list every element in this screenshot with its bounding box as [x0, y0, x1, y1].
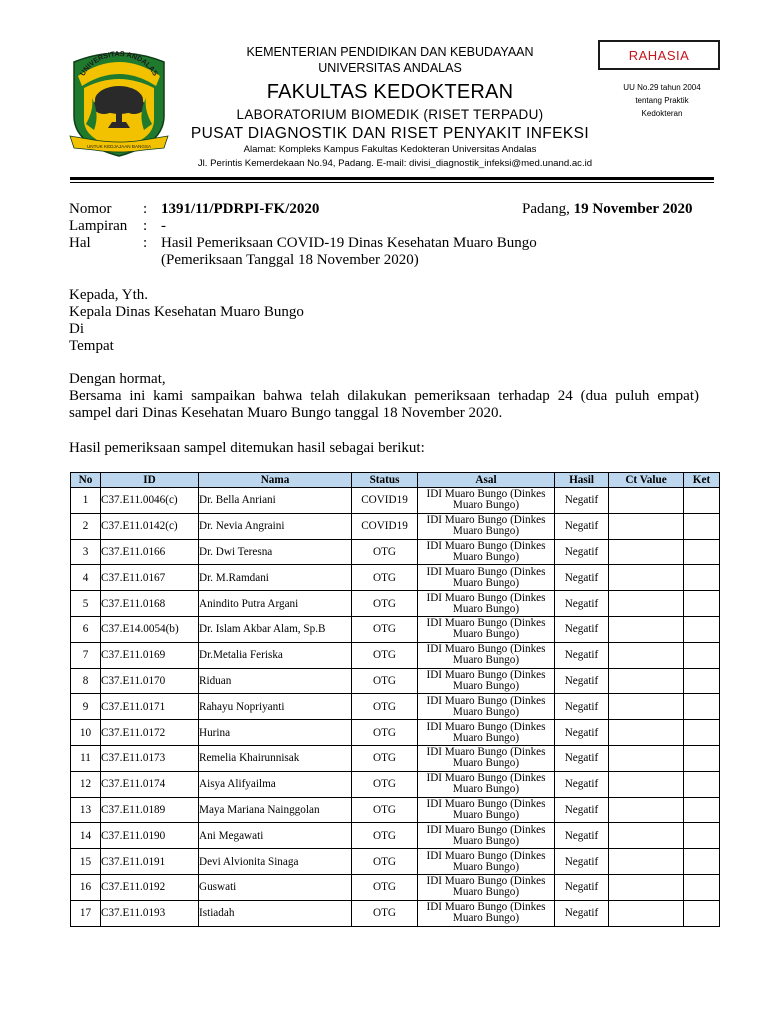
university-line: UNIVERSITAS ANDALAS: [318, 61, 462, 75]
column-header-id: ID: [101, 473, 199, 488]
origin-line: Muaro Bungo): [452, 912, 520, 925]
row-number-cell: 10: [71, 720, 101, 746]
origin-line: IDI Muaro Bungo (Dinkes: [426, 565, 546, 578]
result-cell: Negatif: [555, 668, 609, 694]
sample-id-cell: C37.E11.0193: [101, 900, 199, 926]
remarks-cell: [684, 771, 720, 797]
law-note-line: tentang Praktik: [635, 96, 689, 105]
remarks-cell: [684, 642, 720, 668]
result-cell: Negatif: [555, 823, 609, 849]
status-cell: OTG: [352, 591, 418, 617]
result-cell: Negatif: [555, 565, 609, 591]
table-row: [71, 616, 720, 642]
university-crest-icon: [64, 44, 174, 158]
result-cell: Negatif: [555, 771, 609, 797]
ct-value-cell: [609, 823, 684, 849]
status-cell: OTG: [352, 849, 418, 875]
row-number-cell: 16: [71, 874, 101, 900]
hal-label: Hal: [69, 235, 91, 251]
ct-value-cell: [609, 642, 684, 668]
table-row: [71, 874, 720, 900]
recipient-line: Di: [69, 321, 84, 337]
origin-line: IDI Muaro Bungo (Dinkes: [426, 668, 546, 681]
row-number-cell: 2: [71, 513, 101, 539]
street-email-line: Jl. Perintis Kemerdekaan No.94, Padang. E-mail: divisi_diagnostik_infeksi@med.unand.ac.id: [197, 158, 593, 169]
origin-line: IDI Muaro Bungo (Dinkes: [426, 901, 546, 914]
result-cell: Negatif: [555, 797, 609, 823]
hal-value-continued: (Pemeriksaan Tanggal 18 November 2020): [161, 252, 419, 268]
sample-id-cell: C37.E11.0172: [101, 720, 199, 746]
row-number-cell: 5: [71, 591, 101, 617]
origin-line: IDI Muaro Bungo (Dinkes: [426, 694, 546, 707]
ministry-line: KEMENTERIAN PENDIDIKAN DAN KEBUDAYAAN: [246, 45, 534, 59]
table-header-row: [71, 473, 720, 488]
address-line: Alamat: Kompleks Kampus Fakultas Kedokteran Universitas Andalas: [243, 144, 537, 155]
ct-value-cell: [609, 874, 684, 900]
origin-line: IDI Muaro Bungo (Dinkes: [426, 488, 546, 501]
row-number-cell: 14: [71, 823, 101, 849]
ct-value-cell: [609, 565, 684, 591]
remarks-cell: [684, 874, 720, 900]
origin-cell: [418, 488, 555, 514]
law-note-line: Kedokteran: [641, 109, 683, 118]
lampiran-value: -: [161, 218, 166, 234]
classification-stamp: [598, 40, 720, 70]
sample-id-cell: C37.E11.0171: [101, 694, 199, 720]
status-cell: COVID19: [352, 488, 418, 514]
row-number-cell: 8: [71, 668, 101, 694]
origin-cell: [418, 513, 555, 539]
origin-cell: [418, 539, 555, 565]
status-cell: COVID19: [352, 513, 418, 539]
remarks-cell: [684, 720, 720, 746]
origin-cell: [418, 771, 555, 797]
patient-name-cell: Rahayu Nopriyanti: [199, 694, 352, 720]
ct-value-cell: [609, 488, 684, 514]
table-row: [71, 823, 720, 849]
remarks-cell: [684, 900, 720, 926]
ct-value-cell: [609, 745, 684, 771]
status-cell: OTG: [352, 565, 418, 591]
row-number-cell: 4: [71, 565, 101, 591]
result-cell: Negatif: [555, 900, 609, 926]
origin-line: Muaro Bungo): [452, 860, 520, 873]
origin-line: Muaro Bungo): [452, 628, 520, 641]
origin-cell: [418, 565, 555, 591]
remarks-cell: [684, 849, 720, 875]
status-cell: OTG: [352, 900, 418, 926]
origin-cell: [418, 900, 555, 926]
sample-id-cell: C37.E11.0166: [101, 539, 199, 565]
remarks-cell: [684, 823, 720, 849]
result-cell: Negatif: [555, 745, 609, 771]
results-table: [70, 472, 720, 927]
header-divider-thick: [70, 177, 714, 180]
row-number-cell: 13: [71, 797, 101, 823]
result-cell: Negatif: [555, 616, 609, 642]
origin-line: IDI Muaro Bungo (Dinkes: [426, 772, 546, 785]
origin-cell: [418, 823, 555, 849]
result-cell: Negatif: [555, 849, 609, 875]
remarks-cell: [684, 513, 720, 539]
row-number-cell: 9: [71, 694, 101, 720]
date-place: Padang,: [522, 201, 570, 217]
greeting: Dengan hormat,: [69, 371, 166, 387]
origin-cell: [418, 694, 555, 720]
remarks-cell: [684, 694, 720, 720]
patient-name-cell: Remelia Khairunnisak: [199, 745, 352, 771]
patient-name-cell: Riduan: [199, 668, 352, 694]
result-cell: Negatif: [555, 591, 609, 617]
body-paragraph-line: sampel dari Dinas Kesehatan Muaro Bungo tanggal 18 November 2020.: [69, 405, 503, 421]
column-header-asal: Asal: [418, 473, 555, 488]
results-intro: Hasil pemeriksaan sampel ditemukan hasil sebagai berikut:: [69, 440, 425, 456]
row-number-cell: 11: [71, 745, 101, 771]
table-row: [71, 539, 720, 565]
result-cell: Negatif: [555, 539, 609, 565]
patient-name-cell: Devi Alvionita Sinaga: [199, 849, 352, 875]
table-row: [71, 591, 720, 617]
origin-line: Muaro Bungo): [452, 654, 520, 667]
patient-name-cell: Dr. M.Ramdani: [199, 565, 352, 591]
origin-cell: [418, 591, 555, 617]
result-cell: Negatif: [555, 720, 609, 746]
body-paragraph-line: Bersama ini kami sampaikan bahwa telah dilakukan pemeriksaan terhadap 24 (dua puluh empat): [69, 388, 699, 404]
sample-id-cell: C37.E11.0170: [101, 668, 199, 694]
result-cell: Negatif: [555, 488, 609, 514]
origin-line: Muaro Bungo): [452, 499, 520, 512]
patient-name-cell: Aisya Alifyailma: [199, 771, 352, 797]
remarks-cell: [684, 539, 720, 565]
ct-value-cell: [609, 539, 684, 565]
table-row: [71, 694, 720, 720]
origin-line: Muaro Bungo): [452, 602, 520, 615]
origin-cell: [418, 797, 555, 823]
patient-name-cell: Istiadah: [199, 900, 352, 926]
origin-cell: [418, 849, 555, 875]
center-name: PUSAT DIAGNOSTIK DAN RISET PENYAKIT INFEKSI: [190, 125, 590, 142]
patient-name-cell: Ani Megawati: [199, 823, 352, 849]
status-cell: OTG: [352, 616, 418, 642]
sample-id-cell: C37.E11.0168: [101, 591, 199, 617]
row-number-cell: 12: [71, 771, 101, 797]
origin-cell: [418, 642, 555, 668]
lampiran-label: Lampiran: [69, 218, 128, 234]
classification-label: RAHASIA: [628, 47, 690, 63]
faculty-title: FAKULTAS KEDOKTERAN: [266, 81, 514, 103]
row-number-cell: 7: [71, 642, 101, 668]
patient-name-cell: Dr. Nevia Angraini: [199, 513, 352, 539]
origin-line: Muaro Bungo): [452, 679, 520, 692]
origin-line: IDI Muaro Bungo (Dinkes: [426, 617, 546, 630]
origin-line: IDI Muaro Bungo (Dinkes: [426, 514, 546, 527]
date-value: 19 November 2020: [573, 201, 693, 217]
nomor-value: 1391/11/PDRPI-FK/2020: [161, 201, 320, 217]
table-row: [71, 488, 720, 514]
origin-line: Muaro Bungo): [452, 576, 520, 589]
colon: :: [143, 201, 148, 217]
column-header-nama: Nama: [199, 473, 352, 488]
sample-id-cell: C37.E14.0054(b): [101, 616, 199, 642]
sample-id-cell: C37.E11.0174: [101, 771, 199, 797]
status-cell: OTG: [352, 797, 418, 823]
origin-line: Muaro Bungo): [452, 808, 520, 821]
colon: :: [143, 235, 148, 251]
ct-value-cell: [609, 797, 684, 823]
sample-id-cell: C37.E11.0142(c): [101, 513, 199, 539]
origin-line: Muaro Bungo): [452, 550, 520, 563]
row-number-cell: 17: [71, 900, 101, 926]
patient-name-cell: Dr. Dwi Teresna: [199, 539, 352, 565]
patient-name-cell: Dr. Islam Akbar Alam, Sp.B: [199, 616, 352, 642]
ct-value-cell: [609, 771, 684, 797]
status-cell: OTG: [352, 745, 418, 771]
sample-id-cell: C37.E11.0192: [101, 874, 199, 900]
sample-id-cell: C37.E11.0167: [101, 565, 199, 591]
ct-value-cell: [609, 694, 684, 720]
column-header-ct-value: Ct Value: [609, 473, 684, 488]
origin-line: IDI Muaro Bungo (Dinkes: [426, 875, 546, 888]
hal-value: Hasil Pemeriksaan COVID-19 Dinas Kesehatan Muaro Bungo: [161, 235, 537, 251]
ct-value-cell: [609, 849, 684, 875]
origin-line: Muaro Bungo): [452, 886, 520, 899]
origin-cell: [418, 616, 555, 642]
sample-id-cell: C37.E11.0173: [101, 745, 199, 771]
letter-date: [522, 201, 693, 218]
origin-line: IDI Muaro Bungo (Dinkes: [426, 643, 546, 656]
patient-name-cell: Dr.Metalia Feriska: [199, 642, 352, 668]
origin-cell: [418, 745, 555, 771]
result-cell: Negatif: [555, 694, 609, 720]
results-table-body: [71, 488, 720, 927]
recipient-line: Kepala Dinas Kesehatan Muaro Bungo: [69, 304, 304, 320]
patient-name-cell: Hurina: [199, 720, 352, 746]
origin-cell: [418, 668, 555, 694]
law-reference-note: [612, 81, 712, 120]
svg-text:UNIVERSITAS ANDALAS: UNIVERSITAS ANDALAS: [77, 49, 161, 78]
remarks-cell: [684, 565, 720, 591]
origin-line: IDI Muaro Bungo (Dinkes: [426, 797, 546, 810]
origin-line: IDI Muaro Bungo (Dinkes: [426, 720, 546, 733]
patient-name-cell: Anindito Putra Argani: [199, 591, 352, 617]
status-cell: OTG: [352, 668, 418, 694]
remarks-cell: [684, 616, 720, 642]
ct-value-cell: [609, 591, 684, 617]
origin-line: IDI Muaro Bungo (Dinkes: [426, 539, 546, 552]
origin-line: Muaro Bungo): [452, 834, 520, 847]
colon: :: [143, 218, 148, 234]
origin-line: IDI Muaro Bungo (Dinkes: [426, 746, 546, 759]
origin-line: Muaro Bungo): [452, 757, 520, 770]
origin-line: Muaro Bungo): [452, 525, 520, 538]
patient-name-cell: Dr. Bella Anriani: [199, 488, 352, 514]
origin-line: IDI Muaro Bungo (Dinkes: [426, 849, 546, 862]
status-cell: OTG: [352, 539, 418, 565]
status-cell: OTG: [352, 642, 418, 668]
status-cell: OTG: [352, 771, 418, 797]
result-cell: Negatif: [555, 513, 609, 539]
law-note-line: UU No.29 tahun 2004: [623, 83, 701, 92]
column-header-ket: Ket: [684, 473, 720, 488]
status-cell: OTG: [352, 823, 418, 849]
header-divider-thin: [70, 182, 714, 183]
sample-id-cell: C37.E11.0191: [101, 849, 199, 875]
ministry-heading: [185, 44, 595, 76]
remarks-cell: [684, 488, 720, 514]
origin-line: Muaro Bungo): [452, 705, 520, 718]
ct-value-cell: [609, 616, 684, 642]
table-row: [71, 797, 720, 823]
table-row: [71, 771, 720, 797]
origin-line: IDI Muaro Bungo (Dinkes: [426, 823, 546, 836]
origin-line: IDI Muaro Bungo (Dinkes: [426, 591, 546, 604]
result-cell: Negatif: [555, 874, 609, 900]
row-number-cell: 3: [71, 539, 101, 565]
origin-line: Muaro Bungo): [452, 783, 520, 796]
status-cell: OTG: [352, 720, 418, 746]
table-row: [71, 900, 720, 926]
ct-value-cell: [609, 668, 684, 694]
remarks-cell: [684, 797, 720, 823]
table-row: [71, 745, 720, 771]
sample-id-cell: C37.E11.0169: [101, 642, 199, 668]
table-row: [71, 720, 720, 746]
lab-name: LABORATORIUM BIOMEDIK (RISET TERPADU): [236, 107, 544, 122]
table-row: [71, 565, 720, 591]
table-row: [71, 668, 720, 694]
column-header-status: Status: [352, 473, 418, 488]
svg-text:UNTUK KEDJAJAAN BANGSA: UNTUK KEDJAJAAN BANGSA: [86, 144, 152, 149]
origin-cell: [418, 720, 555, 746]
patient-name-cell: Maya Mariana Nainggolan: [199, 797, 352, 823]
remarks-cell: [684, 591, 720, 617]
recipient-line: Kepada, Yth.: [69, 287, 148, 303]
row-number-cell: 15: [71, 849, 101, 875]
status-cell: OTG: [352, 874, 418, 900]
ct-value-cell: [609, 720, 684, 746]
table-row: [71, 849, 720, 875]
column-header-hasil: Hasil: [555, 473, 609, 488]
sample-id-cell: C37.E11.0189: [101, 797, 199, 823]
sample-id-cell: C37.E11.0046(c): [101, 488, 199, 514]
recipient-line: Tempat: [69, 338, 114, 354]
sample-id-cell: C37.E11.0190: [101, 823, 199, 849]
row-number-cell: 6: [71, 616, 101, 642]
patient-name-cell: Guswati: [199, 874, 352, 900]
ct-value-cell: [609, 513, 684, 539]
table-row: [71, 513, 720, 539]
result-cell: Negatif: [555, 642, 609, 668]
ct-value-cell: [609, 900, 684, 926]
origin-line: Muaro Bungo): [452, 731, 520, 744]
table-row: [71, 642, 720, 668]
remarks-cell: [684, 668, 720, 694]
origin-cell: [418, 874, 555, 900]
column-header-no: No: [71, 473, 101, 488]
remarks-cell: [684, 745, 720, 771]
row-number-cell: 1: [71, 488, 101, 514]
nomor-label: Nomor: [69, 201, 112, 217]
status-cell: OTG: [352, 694, 418, 720]
